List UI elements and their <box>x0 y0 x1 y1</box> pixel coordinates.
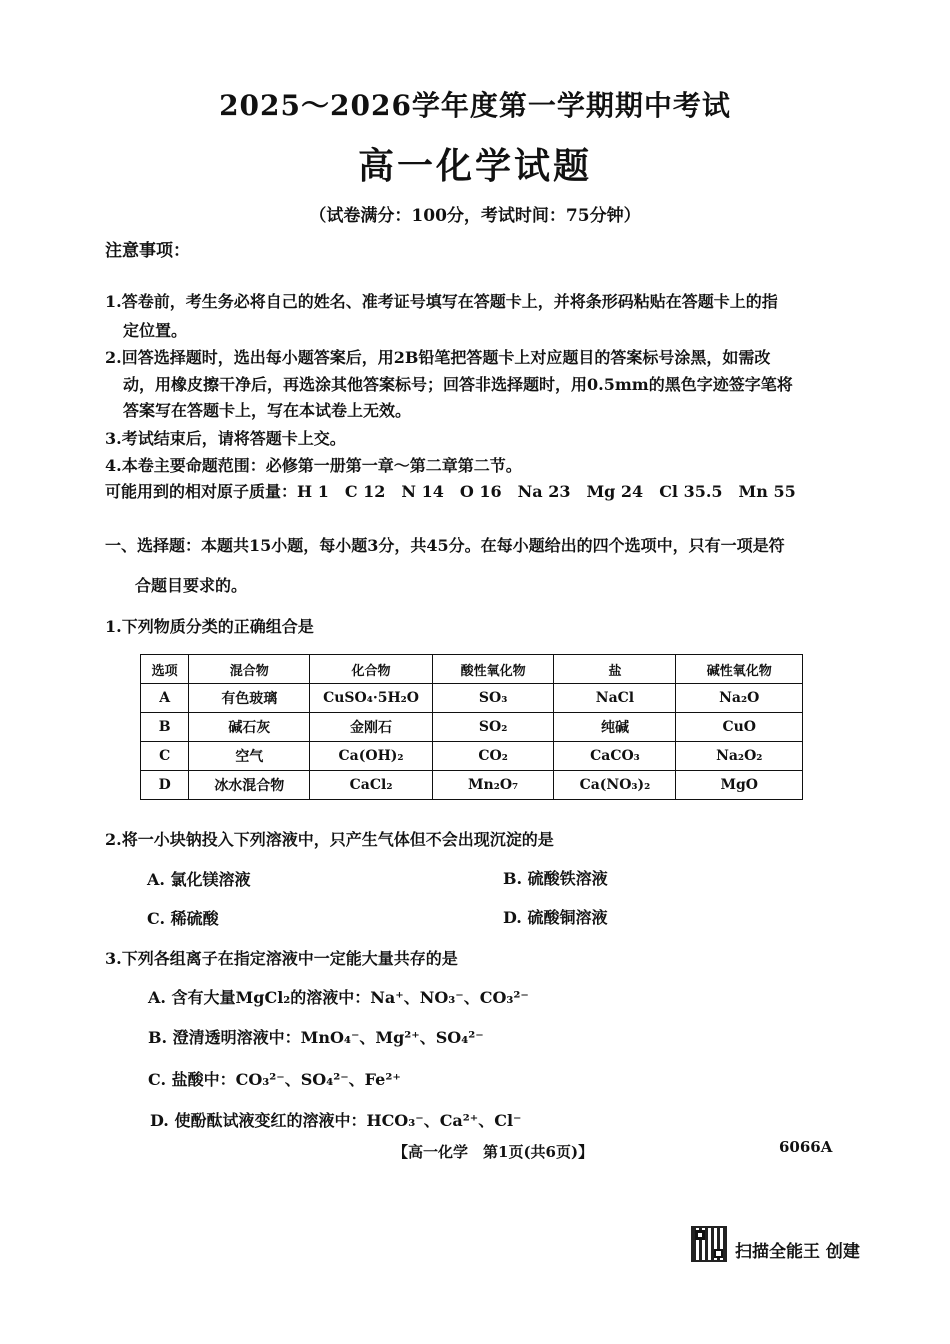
table-cell: CuO <box>676 713 803 742</box>
q3-option-a: A. 含有大量MgCl₂的溶液中：Na⁺、NO₃⁻、CO₃²⁻ <box>148 988 529 1007</box>
q2-option-a: A. 氯化镁溶液 <box>147 870 251 889</box>
note-3: 3.考试结束后，请将答题卡上交。 <box>105 429 346 448</box>
note-1-cont: 定位置。 <box>123 321 188 340</box>
q2-option-d: D. 硫酸铜溶液 <box>503 908 608 927</box>
table-header-cell: 混合物 <box>189 655 310 684</box>
table-row <box>141 771 803 800</box>
table-cell: A <box>141 684 189 713</box>
exam-info: （试卷满分：100分，考试时间：75分钟） <box>309 206 641 226</box>
table-cell: CaCO₃ <box>554 742 676 771</box>
table-cell: 冰水混合物 <box>189 771 310 800</box>
table-cell: CuSO₄·5H₂O <box>310 684 433 713</box>
table-header-row <box>141 655 803 684</box>
table-cell: Mn₂O₇ <box>432 771 554 800</box>
atomic-masses: 可能用到的相对原子质量：H 1 C 12 N 14 O 16 Na 23 Mg 24 Cl 35.5 Mn 55 <box>105 482 796 501</box>
table-header-cell: 选项 <box>141 655 189 684</box>
note-2: 2.回答选择题时，选出每小题答案后，用2B铅笔把答题卡上对应题目的答案标号涂黑，如需改 <box>105 348 771 367</box>
q2-option-b: B. 硫酸铁溶液 <box>503 869 608 888</box>
table-cell: Na₂O₂ <box>676 742 803 771</box>
table-row <box>141 742 803 771</box>
q2-option-c: C. 稀硫酸 <box>147 909 219 928</box>
table-cell: D <box>141 771 189 800</box>
qr-code-icon <box>691 1226 727 1262</box>
q3-stem: 3.下列各组离子在指定溶液中一定能大量共存的是 <box>105 949 458 968</box>
table-cell: MgO <box>676 771 803 800</box>
table-cell: SO₃ <box>432 684 554 713</box>
notes-heading: 注意事项： <box>105 241 190 261</box>
table-cell: Na₂O <box>676 684 803 713</box>
q3-option-b: B. 澄清透明溶液中：MnO₄⁻、Mg²⁺、SO₄²⁻ <box>148 1028 484 1047</box>
table-cell: CaCl₂ <box>310 771 433 800</box>
table-cell: 空气 <box>189 742 310 771</box>
table-cell: NaCl <box>554 684 676 713</box>
table-row <box>141 684 803 713</box>
table-header-cell: 碱性氧化物 <box>676 655 803 684</box>
section1-heading-cont: 合题目要求的。 <box>135 576 248 595</box>
note-2-cont2: 答案写在答题卡上，写在本试卷上无效。 <box>123 401 412 420</box>
table-cell: 金刚石 <box>310 713 433 742</box>
table-cell: SO₂ <box>432 713 554 742</box>
table-header-cell: 盐 <box>554 655 676 684</box>
table-cell: Ca(OH)₂ <box>310 742 433 771</box>
table-cell: B <box>141 713 189 742</box>
table-cell: 有色玻璃 <box>189 684 310 713</box>
page-footer: 【高一化学 第1页(共6页)】 <box>393 1143 594 1161</box>
q1-stem: 1.下列物质分类的正确组合是 <box>105 617 314 636</box>
table-row <box>141 713 803 742</box>
q2-stem: 2.将一小块钠投入下列溶液中，只产生气体但不会出现沉淀的是 <box>105 830 554 849</box>
q3-option-d: D. 使酚酞试液变红的溶液中：HCO₃⁻、Ca²⁺、Cl⁻ <box>150 1111 522 1130</box>
scanner-watermark: 扫描全能王 创建 <box>735 1242 860 1262</box>
table-cell: 纯碱 <box>554 713 676 742</box>
table-header-cell: 酸性氧化物 <box>432 655 554 684</box>
table-header-cell: 化合物 <box>310 655 433 684</box>
exam-title: 2025～2026学年度第一学期期中考试 <box>219 89 731 122</box>
note-2-cont: 动，用橡皮擦干净后，再选涂其他答案标号；回答非选择题时，用0.5mm的黑色字迹签字笔将 <box>123 375 793 394</box>
table-cell: C <box>141 742 189 771</box>
table-cell: Ca(NO₃)₂ <box>554 771 676 800</box>
section1-heading: 一、选择题：本题共15小题，每小题3分，共45分。在每小题给出的四个选项中，只有一项是符 <box>105 536 785 555</box>
subject-title: 高一化学试题 <box>357 145 592 187</box>
table-cell: CO₂ <box>432 742 554 771</box>
q3-option-c: C. 盐酸中：CO₃²⁻、SO₄²⁻、Fe²⁺ <box>148 1070 401 1089</box>
note-4: 4.本卷主要命题范围：必修第一册第一章～第二章第二节。 <box>105 456 522 475</box>
classification-table <box>140 654 803 800</box>
paper-code: 6066A <box>779 1138 833 1156</box>
table-cell: 碱石灰 <box>189 713 310 742</box>
note-1: 1.答卷前，考生务必将自己的姓名、准考证号填写在答题卡上，并将条形码粘贴在答题卡上的指 <box>105 292 778 311</box>
